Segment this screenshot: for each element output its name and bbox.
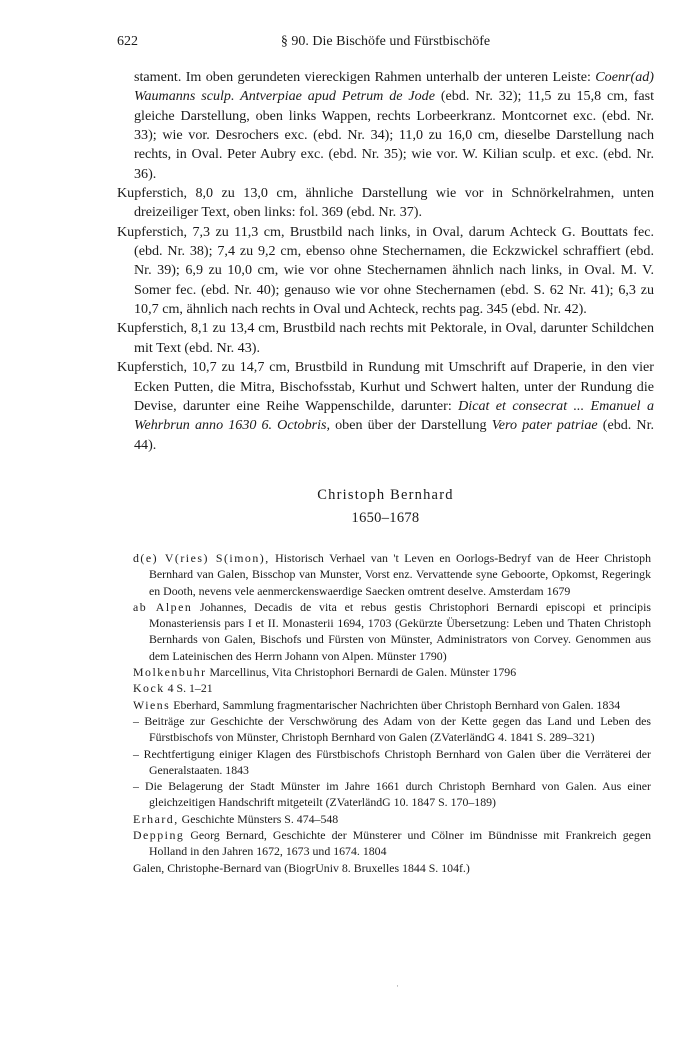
bibliography-entry <box>133 746 651 779</box>
section-heading-years: 1650–1678 <box>351 510 420 526</box>
engraver-inscription: Coenr(ad) Waumanns sculp. Antverpiae apud Petrum de Jode <box>134 69 654 105</box>
portrait-entry-continued <box>117 68 654 184</box>
page-number: 622 <box>117 34 138 49</box>
section-heading-name: Christoph Bernhard <box>317 487 454 503</box>
entry-text: oben über der Darstellung <box>330 417 492 434</box>
bib-text: 4 S. 1–21 <box>164 681 213 696</box>
bibliography-entry <box>133 827 651 860</box>
entry-text: (ebd. Nr. 44). <box>134 417 655 453</box>
bib-dash: – <box>133 779 139 794</box>
bib-text: Beiträge zur Geschichte der Verschwörung des Adam von der Kette gegen das Land und Leben des Fürstbischofs von Münster, Christoph Bernhard von Galen (ZVaterländG 4. 1841 S. 289–321) <box>138 713 651 745</box>
bibliography-entry <box>133 680 651 696</box>
bib-text: Geschichte Münsters S. 474–548 <box>178 811 339 826</box>
entry-text: stament. Im oben gerundeten viereckigen Rahmen unterhalb der unteren Leiste: <box>134 69 596 85</box>
bib-author: ab Alpen <box>133 599 193 614</box>
bibliography-entry <box>133 664 651 680</box>
bibliography-entry <box>133 860 651 876</box>
portrait-list <box>117 68 654 455</box>
motto-inscription: Vero pater patriae <box>491 417 598 434</box>
bib-text: Christophe-Bernard van (BiogrUniv 8. Bruxelles 1844 S. 104f.) <box>164 860 470 875</box>
bibliography-entry <box>133 599 651 664</box>
bib-text: Georg Bernard, Geschichte der Münsterer und Cölner im Bündnisse mit Frankreich gegen Holland in den Jahren 1672, 1673 und 1674. 1804 <box>149 828 651 859</box>
bibliography-entry <box>133 697 651 713</box>
bib-text: Historisch Verhael van 't Leven en Oorlogs-Bedryf van de Heer Christoph Bernhard van Galen, Bisschop van Munster, Vorst enz. Vervattende syne Geboorte, Opkomst, Regeringk en Dooth, nevens vele aenmerckenswaerdige Saecken omtrent deselve. Amsterdam 1679 <box>149 551 652 598</box>
bib-author: d(e) V(ries) S(imon), <box>133 551 270 565</box>
bibliography-entry <box>133 550 651 599</box>
bibliography-entry <box>133 778 651 811</box>
portrait-entry <box>117 358 654 455</box>
running-title: § 90. Die Bischöfe und Fürstbischöfe <box>280 34 491 49</box>
bib-text: Rechtfertigung einiger Klagen des Fürstbischofs Christoph Bernhard von Galen über die Verräterei der Generalstaaten. 1843 <box>138 746 651 777</box>
bib-author: Galen, <box>133 860 165 875</box>
bibliography-entry <box>133 811 651 827</box>
bib-text: Johannes, Decadis de vita et rebus gestis Christophori Bernardi episcopi et principis Monasteriensis pars I et II. Monasterii 1694, 1703 (Gekürzte Übersetzung: Leben und Thaten Christoph Bernhards von Galen, Bischofs und Fürsten von Münster, Administrators von Corvey. Genommen aus dem Lateinischen des Herrn Johann von Alpen. Münster 1790) <box>149 599 651 663</box>
bibliography-list <box>133 550 651 876</box>
portrait-entry: Kupferstich, 8,1 zu 13,4 cm, Brustbild nach rechts mit Pektorale, in Oval, darunter Schildchen mit Text (ebd. Nr. 43). <box>117 320 654 356</box>
entry-text: Kupferstich, 10,7 zu 14,7 cm, Brustbild in Rundung mit Umschrift auf Draperie, in den vier Ecken Putten, die Mitra, Bischofsstab, Kurhut und Schwert halten, unter der Rundung die Devise, darunter eine Reihe Wappenschilde, darunter: <box>117 359 654 414</box>
bib-author: Erhard, <box>133 811 179 826</box>
bibliography-entry <box>133 713 651 746</box>
bib-author: Wiens <box>133 697 171 712</box>
page-header <box>117 34 654 54</box>
bib-text: Die Belagerung der Stadt Münster im Jahre 1661 durch Christoph Bernhard von Galen. Aus einer gleichzeitigen Handschrift mitgeteilt (ZVaterländG 10. 1847 S. 170–189) <box>138 779 651 810</box>
bib-author: Kock <box>133 681 165 696</box>
bib-dash: – <box>133 713 139 728</box>
entry-text: (ebd. Nr. 32); 11,5 zu 15,8 cm, fast gleiche Darstellung, oben links Wappen, rechts Lorbeerkranz. Montcornet exc. (ebd. Nr. 33); wie vor. Desrochers exc. (ebd. Nr. 34); 11,0 zu 16,0 cm, dieselbe Darstellung nach rechts, in Oval. Peter Aubry exc. (ebd. Nr. 35); wie vor. W. Kilian sculp. et exc. (ebd. Nr. 36). <box>134 88 654 182</box>
portrait-entry: Kupferstich, 8,0 zu 13,0 cm, ähnliche Darstellung wie vor in Schnörkelrahmen, unten dreizeiliger Text, oben links: fol. 369 (ebd. Nr. 37). <box>117 185 654 221</box>
print-mark: · <box>396 981 399 991</box>
bib-author: Molkenbuhr <box>133 665 207 680</box>
portrait-entry: Kupferstich, 7,3 zu 11,3 cm, Brustbild nach links, in Oval, darum Achteck G. Bouttats fec. (ebd. Nr. 38); 7,4 zu 9,2 cm, ebenso ohne Stechernamen, die Eckzwickel schraffiert (ebd. Nr. 39); 6,9 zu 10,0 cm, wie vor ohne Stechernamen ähnlich nach links, in Oval. M. V. Somer fec. (ebd. Nr. 40); genauso wie vor ohne Stechernamen (ebd. S. 62 Nr. 41); 6,3 zu 10,7 cm, ähnlich nach rechts in Oval und Achteck, rechts pag. 345 (ebd. Nr. 42). <box>117 223 654 318</box>
bib-text: Marcellinus, Vita Christophori Bernardi de Galen. Münster 1796 <box>206 665 517 680</box>
dedication-inscription: Dicat et consecrat ... Emanuel a Wehrbrun anno 1630 6. Octobris, <box>134 397 654 434</box>
bib-author: Depping <box>133 828 185 843</box>
bib-text: Eberhard, Sammlung fragmentarischer Nachrichten über Christoph Bernhard von Galen. 1834 <box>170 697 621 712</box>
bib-dash: – <box>133 746 139 761</box>
